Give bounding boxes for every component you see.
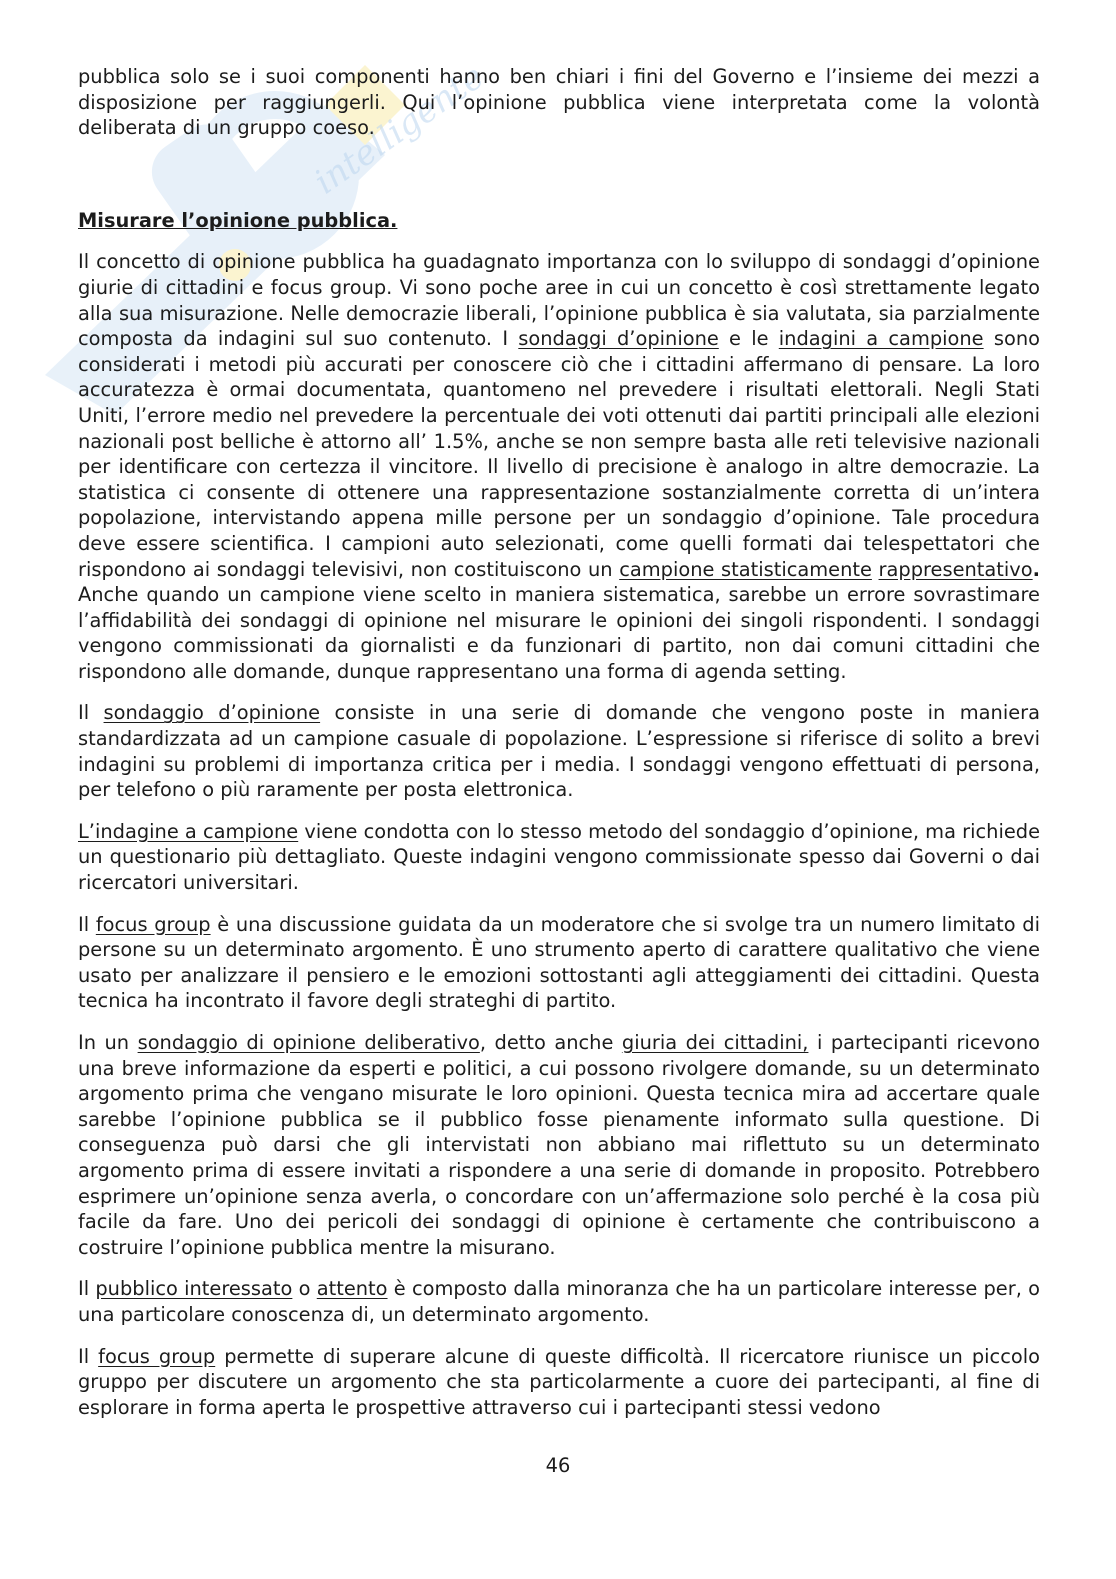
section-title: Misurare l’opinione pubblica. xyxy=(78,208,398,232)
paragraph-measurement: Il concetto di opinione pubblica ha guadagnato importanza con lo sviluppo di sondaggi d’opinione giurie di cittadini e focus group. Vi sono poche aree in cui un concetto è così strettamente legato alla sua misurazione. Nelle democrazie liberali, l’opinione pubblica è sia valutata, sia parzialmente composta da indagini sul suo contenuto. I sondaggi d’opinione e le indagini a campione sono considerati i metodi più accurati per conoscere ciò che i cittadini affermano di pensare. La loro accuratezza è ormai documentata, quantomeno nel prevedere i risultati elettorali. Negli Stati Uniti, l’errore medio nel prevedere la percentuale dei voti ottenuti dai partiti principali alle elezioni nazionali post belliche è attorno all’ 1.5%, anche se non sempre basta alle reti televisive nazionali per identificare con certezza il vincitore. Il livello di precisione è analogo in altre democrazie. La statistica ci consente di ottenere una rappresentazione sostanzialmente corretta di un’intera popolazione, intervistando appena mille persone per un sondaggio d’opinione. Tale procedura deve essere scientifica. I campioni auto selezionati, come quelli formati dai telespettatori che rispondono ai sondaggi televisivi, non costituiscono un campione statisticamente rappresentativo. Anche quando un campione viene scelto in maniera sistematica, sarebbe un errore sovrastimare l’affidabilità dei sondaggi di opinione nel misurare le opinioni dei singoli rispondenti. I sondaggi vengono commissionati da giornalisti e da funzionari di partito, non dai comuni cittadini che rispondono alle domande, dunque rappresentano una forma di agenda setting. xyxy=(78,250,1040,683)
paragraph-pubblico: Il pubblico interessato o attento è composto dalla minoranza che ha un particolare interesse per, o una particolare conoscenza di, un determinato argomento. xyxy=(78,1277,1040,1326)
term-sondaggio-deliberativo: sondaggio di opinione deliberativo xyxy=(137,1031,480,1054)
page-number: 46 xyxy=(545,1454,571,1477)
term-attento: attento xyxy=(316,1277,388,1301)
document-body xyxy=(78,64,1040,1436)
term-campione-statisticamente: campione statisticamente xyxy=(619,557,872,581)
paragraph-indagine: L’indagine a campione viene condotta con lo stesso metodo del sondaggio d’opinione, ma richiede un questionario più dettagliato. Queste indagini vengono commissionate spesso dai Governi o dai ricercatori universitari. xyxy=(78,819,1040,895)
term-focus-group: focus group xyxy=(95,912,211,936)
term-indagini-campione: indagini a campione xyxy=(778,327,984,351)
term-indagine-campione: L’indagine a campione xyxy=(78,819,299,843)
term-rappresentativo: rappresentativo xyxy=(878,557,1033,581)
paragraph-deliberativo: In un sondaggio di opinione deliberativo, detto anche giuria dei cittadini, i partecipanti ricevono una breve informazione da esperti e politici, a cui possono rivolgere domande, su un determinato argomento prima che vengano misurate le loro opinioni. Questa tecnica mira ad accertare quale sarebbe l’opinione pubblica se il pubblico fosse pienamente informato sulla questione. Di conseguenza può darsi che gli intervistati non abbiano mai riflettuto su un determinato argomento prima di essere invitati a rispondere a una serie di domande in proposito. Potrebbero esprimere un’opinione senza averla, o concordare con un’affermazione solo perché è la cosa più facile da fare. Uno dei pericoli dei sondaggi di opinione è certamente che contribuiscono a costruire l’opinione pubblica mentre la misurano. xyxy=(78,1031,1040,1259)
paragraph-sondaggio: Il sondaggio d’opinione consiste in una serie di domande che vengono poste in maniera standardizzata ad un campione casuale di popolazione. L’espressione si riferisce di solito a brevi indagini su problemi di importanza critica per i media. I sondaggi vengono effettuati di persona, per telefono o più raramente per posta elettronica. xyxy=(78,701,1040,802)
paragraph-focus-group: Il focus group è una discussione guidata da un moderatore che si svolge tra un numero limitato di persone su un determinato argomento. È uno strumento aperto di carattere qualitativo che viene usato per analizzare il pensiero e le emozioni sottostanti agli atteggiamenti dei cittadini. Questa tecnica ha incontrato il favore degli strateghi di partito. xyxy=(78,912,1040,1013)
term-sondaggi-opinione: sondaggi d’opinione xyxy=(518,327,719,351)
watermark-text: intelligente xyxy=(307,56,492,203)
term-giuria-cittadini: giuria dei cittadini, xyxy=(621,1031,809,1054)
term-sondaggio-opinione: sondaggio d’opinione xyxy=(103,701,321,725)
paragraph-focus-group-2: Il focus group permette di superare alcune di queste difficoltà. Il ricercatore riunisce un piccolo gruppo per discutere un argomento che sta particolarmente a cuore dei partecipanti, al fine di esplorare in forma aperta le prospettive attraverso cui i partecipanti stessi vedono xyxy=(78,1344,1040,1419)
term-focus-group-2: focus group xyxy=(98,1344,216,1368)
intro-paragraph: pubblica solo se i suoi componenti hanno ben chiari i fini del Governo e l’insieme dei mezzi a disposizione per raggiungerli. Qui l’opinione pubblica viene interpretata come la volontà deliberata di un gruppo coeso. xyxy=(78,65,1040,140)
term-pubblico-interessato: pubblico interessato xyxy=(95,1277,293,1301)
